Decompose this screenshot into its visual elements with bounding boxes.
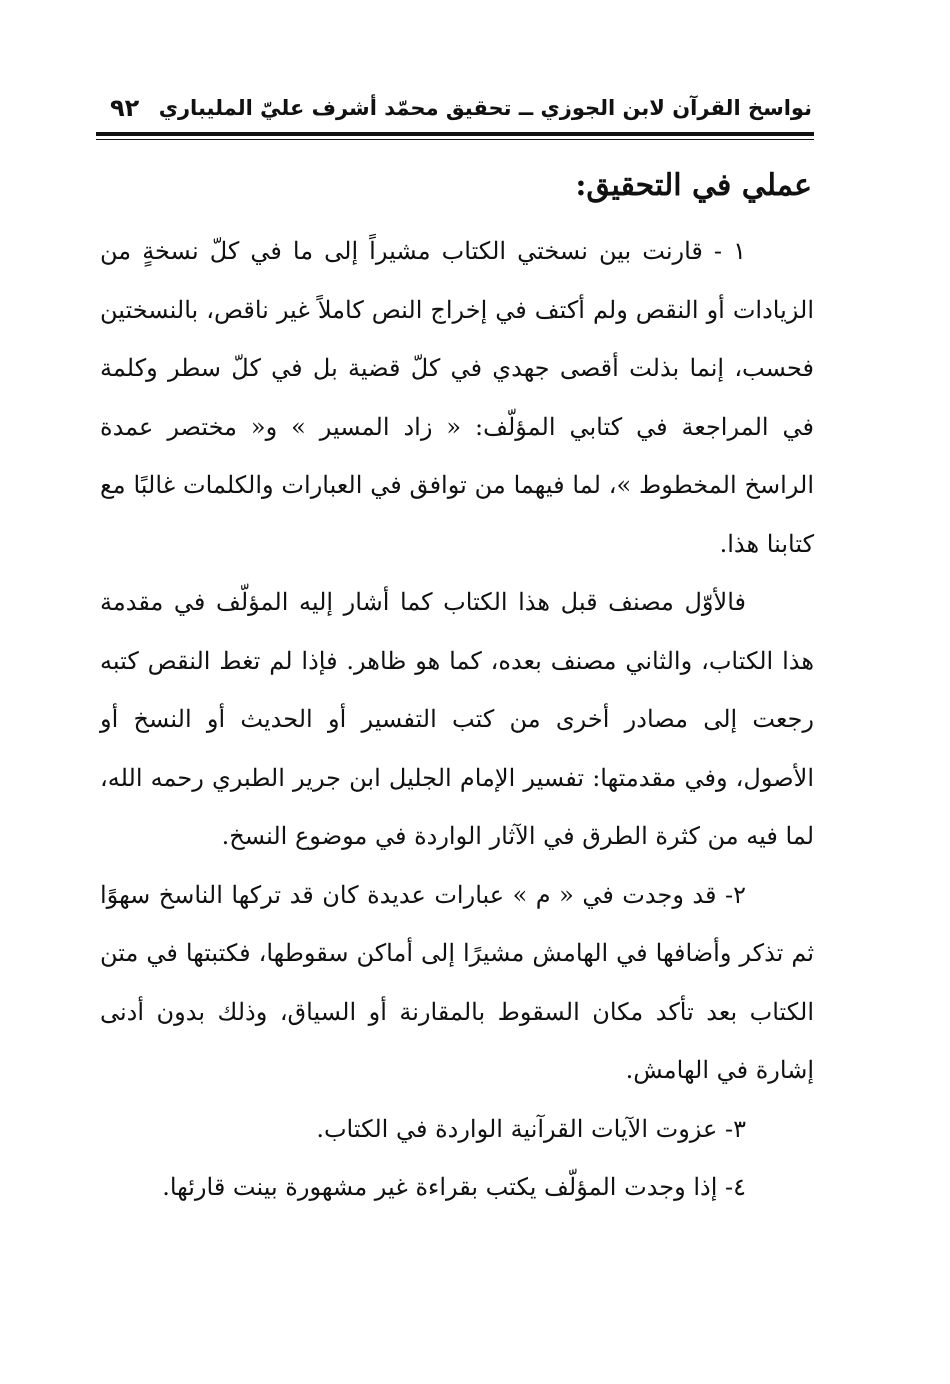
page-number: ٩٢ (110, 94, 140, 122)
paragraph-item-3: ٣- عزوت الآيات القرآنية الواردة في الكتاب. (316, 1114, 746, 1143)
running-header (96, 92, 812, 130)
header-title: نواسخ القرآن لابن الجوزي ــ تحقيق محمّد أشرف عليّ المليباري (158, 96, 812, 120)
body-text (100, 222, 814, 1217)
header-rule-thin (96, 139, 814, 140)
header-rule-thick (96, 132, 814, 136)
section-title: عملي في التحقيق: (575, 168, 812, 203)
paragraph-item-1: ١ - قارنت بين نسختي الكتاب مشيراً إلى ما في كلّ نسخةٍ من الزيادات أو النقص ولم أكتف في إخراج النص كاملاً غير ناقص، بالنسختين فحسب، إنما بذلت أقصى جهدي في كلّ قضية بل في كلّ سطر وكلمة في المراجعة في كتابي المؤلّف: « زاد المسير » و« مختصر عمدة الراسخ المخطوط »، لما فيهما من توافق في العبارات والكلمات غالبًا مع كتابنا هذا. (100, 237, 814, 558)
paragraph-item-2: ٢- قد وجدت في « م » عبارات عديدة كان قد تركها الناسخ سهوًا ثم تذكر وأضافها في الهامش مشيرًا إلى أماكن سقوطها، فكتبتها في متن الكتاب بعد تأكد مكان السقوط بالمقارنة أو السياق، وذلك بدون أدنى إشارة في الهامش. (100, 880, 814, 1084)
paragraph-item-4: ٤- إذا وجدت المؤلّف يكتب بقراءة غير مشهورة بينت قارئها. (162, 1173, 746, 1201)
paragraph-continuation: فالأوّل مصنف قبل هذا الكتاب كما أشار إليه المؤلّف في مقدمة هذا الكتاب، والثاني مصنف بعده، كما هو ظاهر. فإذا لم تغط النقص كتبه رجعت إلى مصادر أخرى من كتب التفسير أو الحديث أو النسخ أو الأصول، وفي مقدمتها: تفسير الإمام الجليل ابن جرير الطبري رحمه الله، لما فيه من كثرة الطرق في الآثار الواردة في موضوع النسخ. (100, 588, 814, 850)
